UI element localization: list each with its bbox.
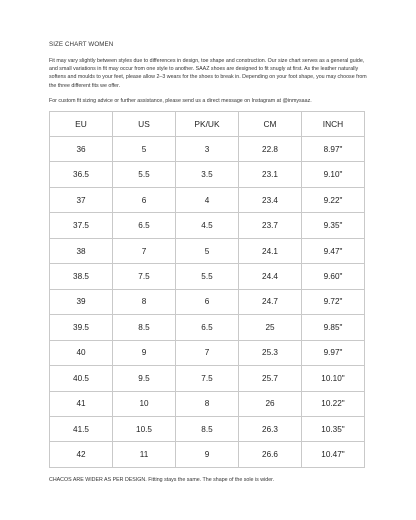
cell-pk-uk: 4.5 bbox=[176, 213, 239, 238]
cell-cm: 26.6 bbox=[239, 442, 302, 468]
cell-us: 9.5 bbox=[113, 366, 176, 391]
cell-eu: 36.5 bbox=[50, 162, 113, 187]
cell-us: 8 bbox=[113, 289, 176, 314]
cell-pk-uk: 6.5 bbox=[176, 315, 239, 340]
cell-us: 5.5 bbox=[113, 162, 176, 187]
cell-us: 9 bbox=[113, 340, 176, 365]
cell-pk-uk: 7.5 bbox=[176, 366, 239, 391]
table-row bbox=[50, 187, 365, 212]
cell-pk-uk: 6 bbox=[176, 289, 239, 314]
cell-us: 11 bbox=[113, 442, 176, 468]
cell-eu: 40.5 bbox=[50, 366, 113, 391]
cell-cm: 23.7 bbox=[239, 213, 302, 238]
table-row bbox=[50, 315, 365, 340]
table-row bbox=[50, 391, 365, 416]
cell-cm: 22.8 bbox=[239, 137, 302, 162]
cell-cm: 24.4 bbox=[239, 264, 302, 289]
column-header-pk-uk: PK/UK bbox=[176, 112, 239, 137]
cell-us: 6 bbox=[113, 187, 176, 212]
cell-cm: 23.4 bbox=[239, 187, 302, 212]
cell-eu: 37 bbox=[50, 187, 113, 212]
cell-inch: 9.22" bbox=[302, 187, 365, 212]
cell-inch: 10.22" bbox=[302, 391, 365, 416]
cell-us: 8.5 bbox=[113, 315, 176, 340]
cell-inch: 9.47" bbox=[302, 238, 365, 263]
cell-cm: 23.1 bbox=[239, 162, 302, 187]
cell-inch: 10.10" bbox=[302, 366, 365, 391]
cell-inch: 9.60" bbox=[302, 264, 365, 289]
cell-inch: 9.72" bbox=[302, 289, 365, 314]
table-row bbox=[50, 289, 365, 314]
cell-eu: 38 bbox=[50, 238, 113, 263]
cell-pk-uk: 5 bbox=[176, 238, 239, 263]
intro-paragraph: Fit may vary slightly between styles due to differences in design, toe shape and construction. Our size chart serves as a general guide, and small variations in fit may occur from one style to another. SAAZ shoes are designed to fit snugly at first. As the leather naturally softens and moulds to your feet, please allow 2–3 wears for the shoes to break in. Depending on your foot shape, you may choose from the three different fits we offer. bbox=[49, 58, 367, 89]
cell-cm: 25.3 bbox=[239, 340, 302, 365]
cell-pk-uk: 9 bbox=[176, 442, 239, 468]
cell-us: 7.5 bbox=[113, 264, 176, 289]
chacos-note: CHACOS ARE WIDER AS PER DESIGN. Fitting stays the same. The shape of the sole is wider. bbox=[49, 477, 275, 483]
cell-eu: 39 bbox=[50, 289, 113, 314]
column-header-eu: EU bbox=[50, 112, 113, 137]
cell-pk-uk: 7 bbox=[176, 340, 239, 365]
column-header-cm: CM bbox=[239, 112, 302, 137]
contact-paragraph: For custom fit sizing advice or further assistance, please send us a direct message on Instagram at @inmysaaz. bbox=[49, 98, 312, 104]
cell-eu: 36 bbox=[50, 137, 113, 162]
cell-pk-uk: 8.5 bbox=[176, 416, 239, 441]
cell-cm: 24.7 bbox=[239, 289, 302, 314]
cell-pk-uk: 5.5 bbox=[176, 264, 239, 289]
cell-eu: 38.5 bbox=[50, 264, 113, 289]
cell-eu: 40 bbox=[50, 340, 113, 365]
cell-pk-uk: 4 bbox=[176, 187, 239, 212]
table-row bbox=[50, 340, 365, 365]
cell-cm: 24.1 bbox=[239, 238, 302, 263]
size-table bbox=[49, 111, 365, 468]
cell-pk-uk: 3 bbox=[176, 137, 239, 162]
cell-us: 10 bbox=[113, 391, 176, 416]
cell-cm: 25.7 bbox=[239, 366, 302, 391]
cell-us: 10.5 bbox=[113, 416, 176, 441]
cell-us: 6.5 bbox=[113, 213, 176, 238]
cell-inch: 9.85" bbox=[302, 315, 365, 340]
table-row bbox=[50, 238, 365, 263]
cell-eu: 39.5 bbox=[50, 315, 113, 340]
cell-inch: 9.10" bbox=[302, 162, 365, 187]
cell-cm: 25 bbox=[239, 315, 302, 340]
cell-eu: 42 bbox=[50, 442, 113, 468]
table-row bbox=[50, 416, 365, 441]
table-header-row bbox=[50, 112, 365, 137]
page-title: SIZE CHART WOMEN bbox=[49, 41, 114, 48]
column-header-us: US bbox=[113, 112, 176, 137]
cell-us: 5 bbox=[113, 137, 176, 162]
cell-us: 7 bbox=[113, 238, 176, 263]
cell-inch: 9.35" bbox=[302, 213, 365, 238]
table-row bbox=[50, 264, 365, 289]
cell-eu: 41.5 bbox=[50, 416, 113, 441]
table-row bbox=[50, 366, 365, 391]
table-row bbox=[50, 137, 365, 162]
table-row bbox=[50, 442, 365, 468]
cell-cm: 26 bbox=[239, 391, 302, 416]
cell-pk-uk: 8 bbox=[176, 391, 239, 416]
cell-eu: 37.5 bbox=[50, 213, 113, 238]
cell-eu: 41 bbox=[50, 391, 113, 416]
cell-cm: 26.3 bbox=[239, 416, 302, 441]
cell-inch: 10.47" bbox=[302, 442, 365, 468]
table-row bbox=[50, 213, 365, 238]
cell-inch: 10.35" bbox=[302, 416, 365, 441]
cell-pk-uk: 3.5 bbox=[176, 162, 239, 187]
column-header-inch: INCH bbox=[302, 112, 365, 137]
table-row bbox=[50, 162, 365, 187]
cell-inch: 8.97" bbox=[302, 137, 365, 162]
cell-inch: 9.97" bbox=[302, 340, 365, 365]
